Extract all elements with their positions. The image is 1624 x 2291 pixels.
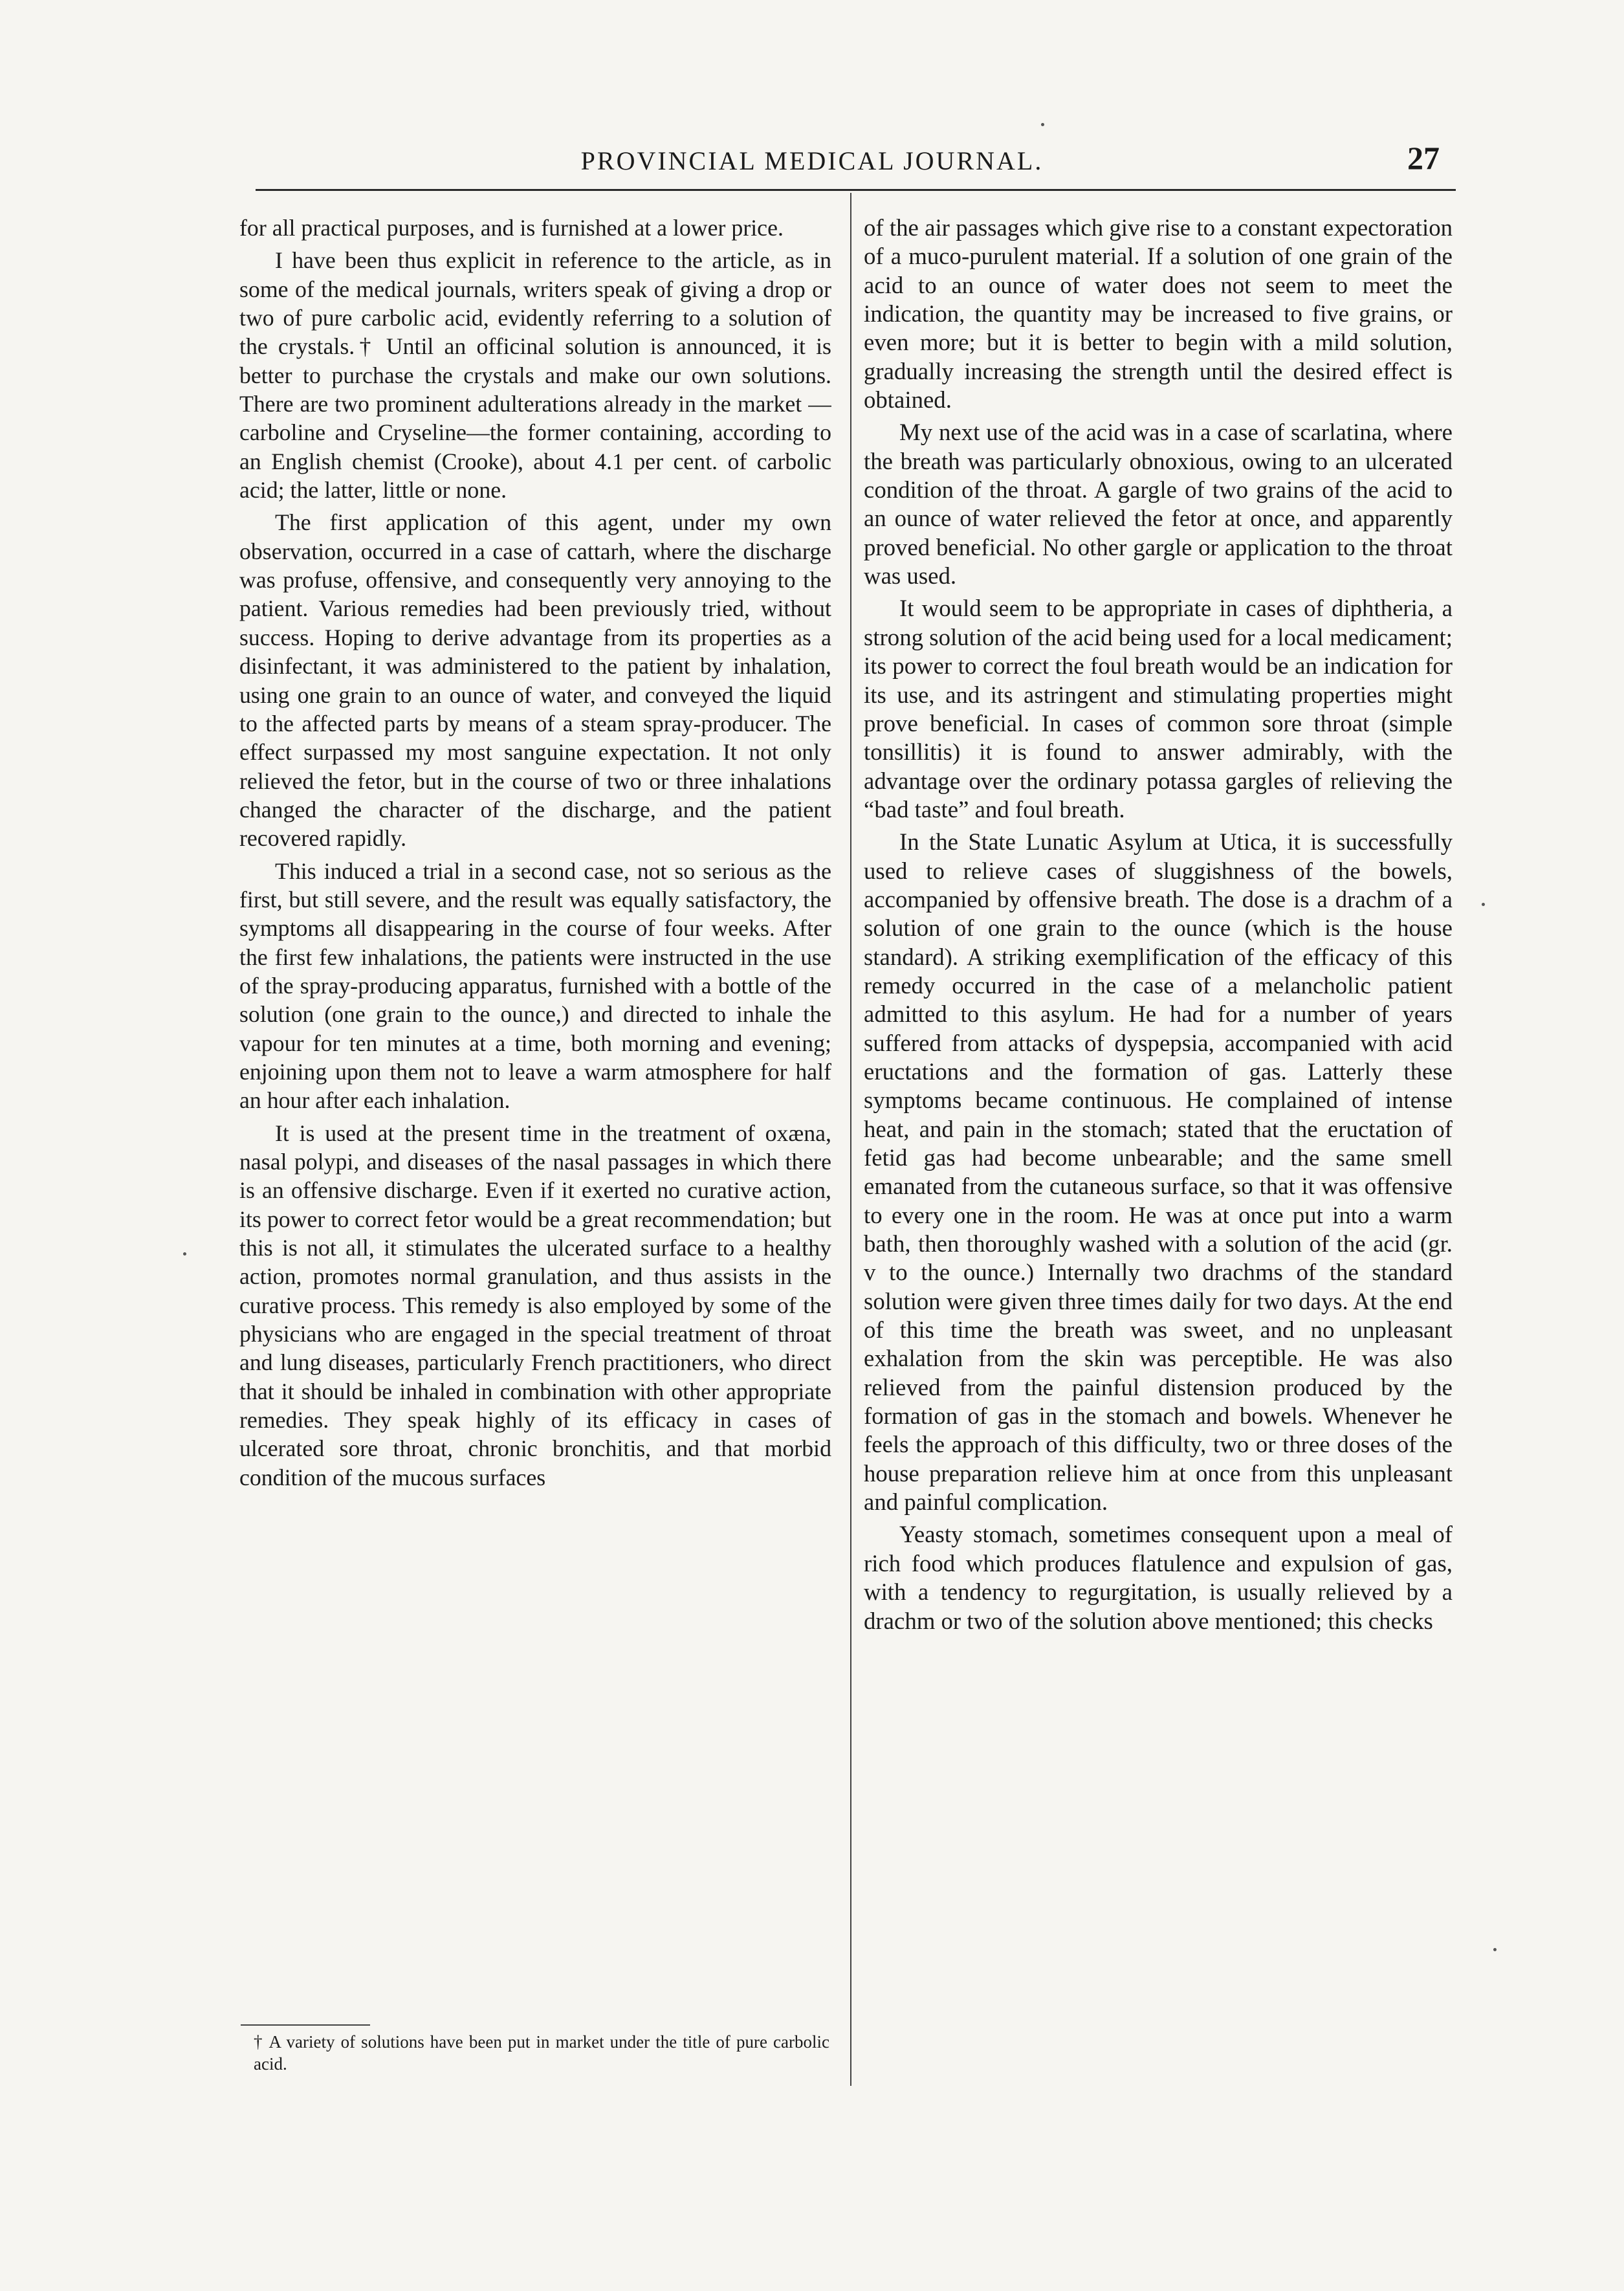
header-rule [256, 189, 1456, 191]
right-column [864, 214, 1453, 2077]
print-speck [1482, 903, 1485, 906]
column-divider [850, 193, 851, 2086]
left-column [239, 214, 831, 2077]
footnote-rule [241, 2024, 370, 2026]
paragraph: My next use of the acid was in a case of scarlatina, where the breath was particularly obnoxious, owing to an ulcerated condition of the throat. A gargle of two grains of the acid to an ounce of water relieved the fetor at once, and apparently proved beneficial. No other gargle or application to the throat was used. [864, 419, 1453, 590]
page-number: 27 [1407, 140, 1440, 176]
print-speck [1041, 123, 1044, 126]
paragraph: It would seem to be appropriate in cases of diphtheria, a strong solution of the acid being used for a local medicament; its power to correct the foul breath would be an indication for its use, and its astringent and stimulating properties might prove beneficial. In cases of common sore throat (simple tonsillitis) it is found to answer admirably, with the advantage over the ordinary potassa gargles of relieving the “bad taste” and foul breath. [864, 595, 1453, 823]
paragraph: of the air passages which give rise to a constant expectoration of a muco-purulent material. If a solution of one grain of the acid to an ounce of water does not seem to meet the indication, the quantity may be increased to five grains, or even more; but it is better to begin with a mild solution, gradually increasing the strength until the desired effect is obtained. [864, 214, 1453, 414]
paragraph: Yeasty stomach, sometimes consequent upon a meal of rich food which produces flatulence and expulsion of gas, with a tendency to regurgitation, is usually relieved by a drachm or two of the solution above mentioned; this checks [864, 1521, 1453, 1634]
paragraph: This induced a trial in a second case, not so serious as the first, but still severe, and the result was equally satisfactory, the symptoms all disappearing in the course of four weeks. After the first few inhalations, the patients were instructed in the use of the spray-producing apparatus, furnished with a bottle of the solution (one grain to the ounce,) and directed to inhale the vapour for ten minutes at a time, both morning and evening; enjoining upon them not to leave a warm atmosphere for half an hour after each inhalation. [239, 858, 831, 1114]
print-speck [1493, 1948, 1497, 1951]
paragraph: In the State Lunatic Asylum at Utica, it is successfully used to relieve cases of sluggishness of the bowels, accompanied by offensive breath. The dose is a drachm of a solution of one grain to the ounce (which is the house standard). A striking exemplification of the efficacy of this remedy occurred in the case of a melancholic patient admitted to this asylum. He had for a number of years suffered from attacks of dyspepsia, accompanied with acid eructations and the formation of gas. Latterly these symptoms became continuous. He complained of intense heat, and pain in the stomach; stated that the eructation of fetid gas had become unbearable; and the same smell emanated from the cutaneous surface, so that it was offensive to every one in the room. He was at once put into a warm bath, then thoroughly washed with a solution of the acid (gr. v to the ounce.) Internally two drachms of the standard solution were given three times daily for two days. At the end of this time the breath was sweet, and no unpleasant exhalation from the skin was perceptible. He was also relieved from the painful distension produced by the formation of gas in the stomach and bowels. Whenever he feels the approach of this difficulty, two or three doses of the house preparation relieve him at once from this unpleasant and painful complication. [864, 828, 1453, 1516]
paragraph: I have been thus explicit in reference to the article, as in some of the medical journals, writers speak of giving a drop or two of pure carbolic acid, evidently referring to a solution of the crystals.† Until an officinal solution is announced, it is better to purchase the crystals and make our own solutions. There are two prominent adulterations already in the market —carboline and Cryseline—the former containing, according to an English chemist (Crooke), about 4.1 per cent. of carbolic acid; the latter, little or none. [239, 247, 831, 504]
print-speck [183, 1252, 186, 1256]
paragraph: The first application of this agent, under my own observation, occurred in a case of cattarh, where the discharge was profuse, offensive, and consequently very annoying to the patient. Various remedies had been previously tried, without success. Hoping to derive advantage from its properties as a disinfectant, it was administered to the patient by inhalation, using one grain to an ounce of water, and conveyed the liquid to the affected parts by means of a steam spray-producer. The effect surpassed my most sanguine expectation. It not only relieved the fetor, but in the course of two or three inhalations changed the character of the discharge, and the patient recovered rapidly. [239, 509, 831, 852]
running-head [0, 140, 1624, 191]
paragraph: It is used at the present time in the treatment of oxæna, nasal polypi, and diseases of the nasal passages in which there is an offensive discharge. Even if it exerted no curative action, its power to correct fetor would be a great recommendation; but this is not all, it stimulates the ulcerated surface to a healthy action, promotes normal granulation, and thus assists in the curative process. This remedy is also employed by some of the physicians who are engaged in the special treatment of throat and lung diseases, particularly French practitioners, who direct that it should be inhaled in combination with other appropriate remedies. They speak highly of its efficacy in cases of ulcerated sore throat, chronic bronchitis, and that morbid condition of the mucous surfaces [239, 1120, 831, 1490]
footnote: † A variety of solutions have been put in market under the title of pure carbolic acid. [254, 2032, 829, 2074]
paragraph: for all practical purposes, and is furnished at a lower price. [239, 215, 784, 241]
running-title: PROVINCIAL MEDICAL JOURNAL. [580, 146, 1044, 175]
